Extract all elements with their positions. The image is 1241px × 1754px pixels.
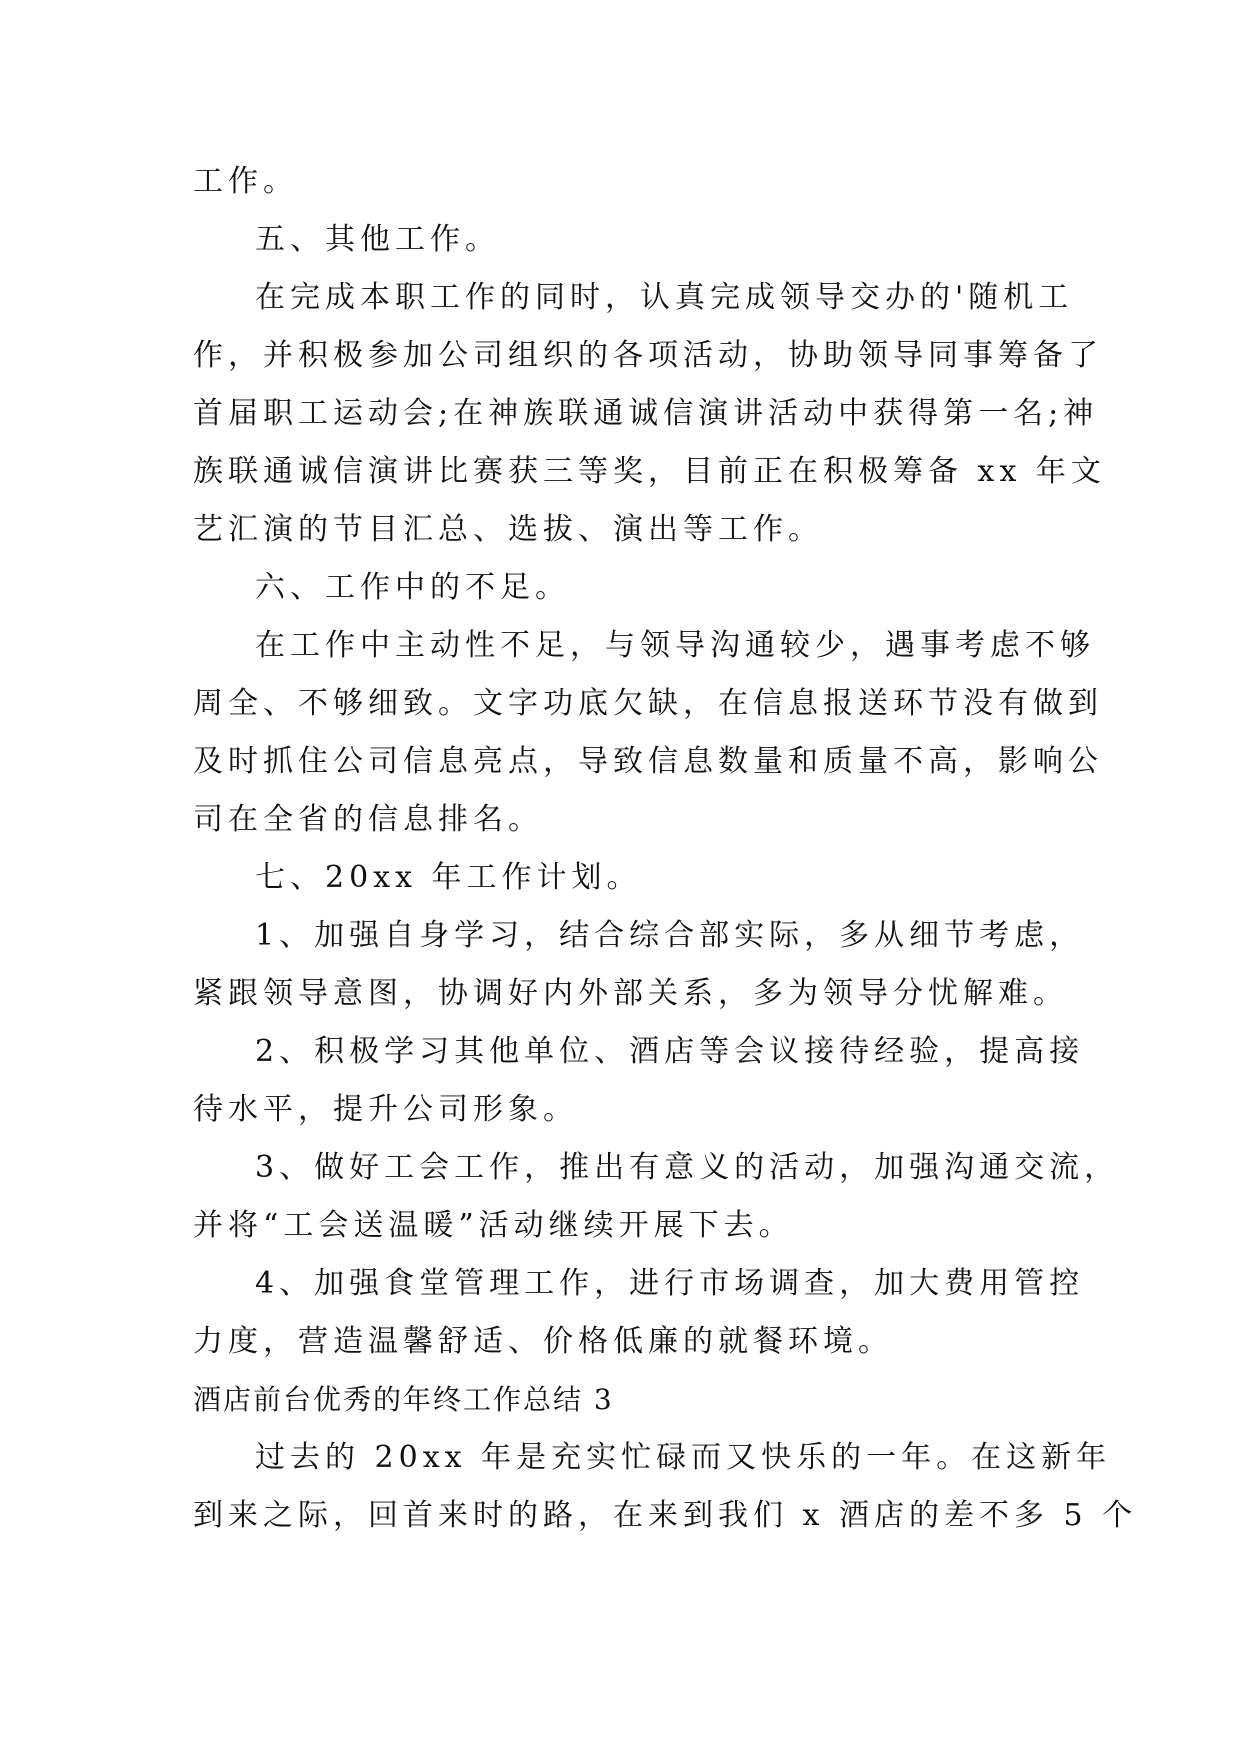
paragraph-line: 待水平，提升公司形象。 [193,1092,578,1127]
paragraph-line: 2、积极学习其他单位、酒店等会议接待经验，提高接 [255,1034,1085,1069]
paragraph-line: 过去的 20xx 年是充实忙碌而又快乐的一年。在这新年 [255,1440,1112,1475]
paragraph-line: 到来之际，回首来时的路，在来到我们 x 酒店的差不多 5 个 [193,1498,1138,1533]
paragraph-line: 紧跟领导意图，协调好内外部关系，多为领导分忧解难。 [193,976,1068,1011]
document-body [193,153,1138,1545]
paragraph-line: 七、20xx 年工作计划。 [255,860,642,895]
paragraph-line: 司在全省的信息排名。 [193,802,543,837]
paragraph-line: 在完成本职工作的同时，认真完成领导交办的'随机工 [255,280,1074,315]
paragraph-line: 工作。 [193,164,298,199]
paragraph-line: 并将“工会送温暖”活动继续开展下去。 [193,1208,794,1243]
paragraph-line: 4、加强食堂管理工作，进行市场调查，加大费用管控 [255,1266,1085,1301]
paragraph-line: 作，并积极参加公司组织的各项活动，协助领导同事筹备了 [193,338,1103,373]
paragraph-line: 在工作中主动性不足，与领导沟通较少，遇事考虑不够 [255,628,1095,663]
paragraph-line: 3、做好工会工作，推出有意义的活动，加强沟通交流， [255,1150,1120,1185]
paragraph-line: 艺汇演的节目汇总、选拔、演出等工作。 [193,512,823,547]
paragraph-line: 族联通诚信演讲比赛获三等奖，目前正在积极筹备 xx 年文 [193,454,1106,489]
paragraph-line: 周全、不够细致。文字功底欠缺，在信息报送环节没有做到 [193,686,1103,721]
section-heading: 酒店前台优秀的年终工作总结 3 [193,1383,614,1416]
paragraph-line: 力度，营造温馨舒适、价格低廉的就餐环境。 [193,1324,893,1359]
paragraph-line: 及时抓住公司信息亮点，导致信息数量和质量不高，影响公 [193,744,1103,779]
paragraph-line: 五、其他工作。 [255,222,500,257]
paragraph-line: 1、加强自身学习，结合综合部实际，多从细节考虑， [255,918,1085,953]
paragraph-line: 六、工作中的不足。 [255,570,570,605]
paragraph-line: 首届职工运动会;在神族联通诚信演讲活动中获得第一名;神 [193,396,1099,431]
